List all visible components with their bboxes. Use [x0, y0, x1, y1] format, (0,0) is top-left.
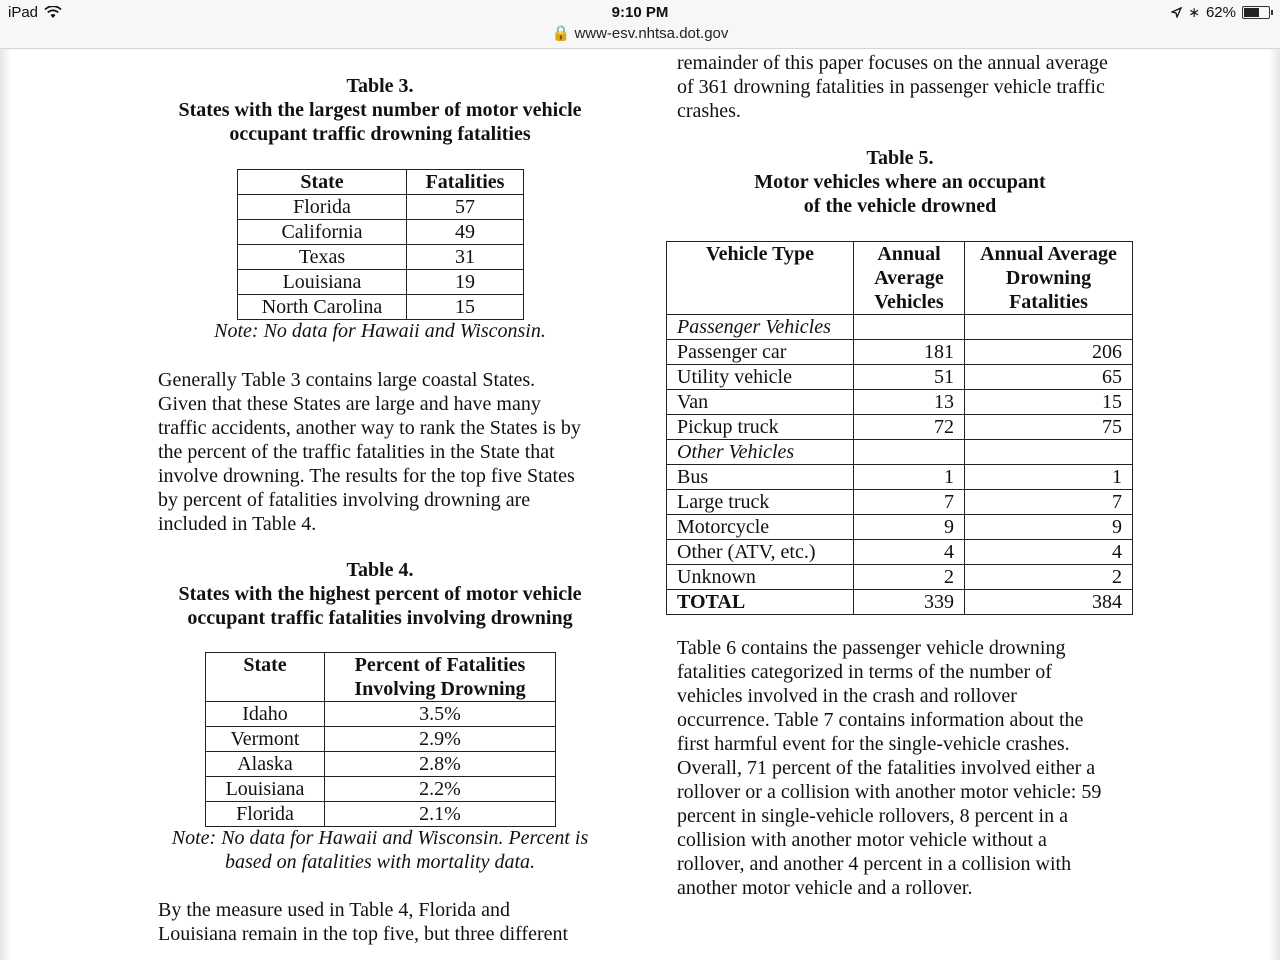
table4-value: 2.9% [325, 727, 556, 752]
vehicle-type: Large truck [667, 490, 854, 515]
table4-header-state: State [206, 653, 325, 702]
table-row [667, 340, 1133, 365]
page-shadow-left [0, 49, 12, 960]
empty-cell [965, 315, 1133, 340]
text-line: included in Table 4. [158, 513, 317, 535]
table4-value: 2.8% [325, 752, 556, 777]
vehicles-value: 9 [854, 515, 965, 540]
table3-value: 57 [407, 195, 524, 220]
table5-caption [670, 146, 1130, 218]
fatalities-value: 9 [965, 515, 1133, 540]
table4-header-row [206, 653, 556, 702]
address-bar[interactable] [0, 24, 1280, 42]
table-row [667, 465, 1133, 490]
table-row [667, 390, 1133, 415]
vehicles-value: 7 [854, 490, 965, 515]
table4-value: 2.2% [325, 777, 556, 802]
fatalities-value: 7 [965, 490, 1133, 515]
text-line: By the measure used in Table 4, Florida and [158, 899, 511, 921]
text-line: by percent of fatalities involving drowning are [158, 489, 531, 511]
bluetooth-icon: ∗ [1188, 4, 1200, 20]
vehicles-value: 51 [854, 365, 965, 390]
text-line: Given that these States are large and have many [158, 393, 541, 415]
vehicle-type: Bus [667, 465, 854, 490]
table4-note-line2: based on fatalities with mortality data. [225, 851, 535, 873]
text-line: rollover, and another 4 percent in a collision with [677, 853, 1072, 875]
vehicles-value: 2 [854, 565, 965, 590]
table3-state: California [238, 220, 407, 245]
table4-value: 2.1% [325, 802, 556, 827]
table4-state: Florida [206, 802, 325, 827]
total-label: TOTAL [667, 590, 854, 615]
table-row [206, 802, 556, 827]
vehicle-type: Passenger car [667, 340, 854, 365]
table-row [206, 727, 556, 752]
table-row [238, 245, 524, 270]
vehicle-type: Pickup truck [667, 415, 854, 440]
paragraph-table6-discussion [677, 636, 1147, 900]
vehicles-value: 181 [854, 340, 965, 365]
table3 [237, 169, 524, 320]
paragraph-intro [677, 51, 1147, 123]
text-line: Generally Table 3 contains large coastal States. [158, 369, 536, 391]
table4-state: Vermont [206, 727, 325, 752]
header-line: Vehicles [874, 291, 944, 313]
table3-caption [160, 74, 600, 146]
text-line: traffic accidents, another way to rank the States is by [158, 417, 581, 439]
vehicle-type: Utility vehicle [667, 365, 854, 390]
text-line: first harmful event for the single-vehicle crashes. [677, 733, 1070, 755]
table5-group-label: Passenger Vehicles [667, 315, 854, 340]
vehicle-type: Other (ATV, etc.) [667, 540, 854, 565]
empty-cell [854, 315, 965, 340]
table-row [667, 540, 1133, 565]
table4-value: 3.5% [325, 702, 556, 727]
table4-state: Louisiana [206, 777, 325, 802]
table3-header-row [238, 170, 524, 195]
table3-value: 19 [407, 270, 524, 295]
table3-value: 49 [407, 220, 524, 245]
vehicle-type: Van [667, 390, 854, 415]
table4-title-line1: States with the highest percent of motor vehicle [178, 583, 582, 605]
text-line: Louisiana remain in the top five, but three different [158, 923, 569, 945]
header-line: Average [874, 267, 944, 289]
table-row [238, 270, 524, 295]
table3-title-line1: States with the largest number of motor vehicle [178, 99, 582, 121]
table3-state: Texas [238, 245, 407, 270]
table3-note: Note: No data for Hawaii and Wisconsin. [214, 320, 546, 342]
table4-title-line2: occupant traffic fatalities involving drowning [187, 607, 573, 629]
table4-header-percent-line1: Percent of Fatalities [354, 654, 526, 676]
table-row [238, 295, 524, 320]
fatalities-value: 15 [965, 390, 1133, 415]
empty-cell [965, 440, 1133, 465]
total-fatalities: 384 [965, 590, 1133, 615]
empty-cell [854, 440, 965, 465]
paragraph-table3-discussion [158, 368, 608, 536]
device-label: iPad [8, 4, 39, 21]
battery-percent: 62% [1205, 4, 1236, 21]
vehicles-value: 13 [854, 390, 965, 415]
fatalities-value: 2 [965, 565, 1133, 590]
table5-number: Table 5. [866, 147, 934, 169]
table5 [666, 241, 1133, 615]
fatalities-value: 75 [965, 415, 1133, 440]
fatalities-value: 4 [965, 540, 1133, 565]
paragraph-table4-discussion [158, 898, 608, 946]
table3-title-line2: occupant traffic drowning fatalities [229, 123, 531, 145]
table3-value: 15 [407, 295, 524, 320]
text-line: rollover or a collision with another motor vehicle: 59 [677, 781, 1102, 803]
page-shadow-right [1268, 49, 1280, 960]
table-row [206, 702, 556, 727]
fatalities-value: 65 [965, 365, 1133, 390]
text-line: Table 6 contains the passenger vehicle drowning [677, 637, 1066, 659]
table4-note-line1: Note: No data for Hawaii and Wisconsin. Percent is [171, 827, 589, 849]
table-row [667, 365, 1133, 390]
battery-icon [1242, 6, 1270, 19]
table4-state: Alaska [206, 752, 325, 777]
location-arrow-icon [1171, 7, 1182, 18]
table-row [667, 490, 1133, 515]
total-vehicles: 339 [854, 590, 965, 615]
text-line: of 361 drowning fatalities in passenger vehicle traffic [677, 76, 1105, 98]
table-row [238, 220, 524, 245]
table5-title-line2: of the vehicle drowned [803, 195, 997, 217]
table5-header-type: Vehicle Type [667, 242, 854, 315]
table4-number: Table 4. [346, 559, 414, 581]
table5-header-vehicles [854, 242, 965, 315]
table4-header-percent-line2: Involving Drowning [354, 678, 526, 700]
table3-header-state: State [238, 170, 407, 195]
table4 [205, 652, 556, 827]
text-line: occurrence. Table 7 contains information about the [677, 709, 1084, 731]
table3-value: 31 [407, 245, 524, 270]
table3-header-fatalities: Fatalities [407, 170, 524, 195]
table4-caption [160, 558, 600, 630]
header-line: Drowning [1005, 267, 1092, 289]
table4-note [150, 826, 610, 874]
table-row [667, 565, 1133, 590]
table5-header-fatalities [965, 242, 1133, 315]
table3-state: Florida [238, 195, 407, 220]
status-right [1171, 4, 1270, 21]
table5-group-label: Other Vehicles [667, 440, 854, 465]
status-bar [0, 0, 1280, 49]
table-row [667, 415, 1133, 440]
table-row [238, 195, 524, 220]
text-line: collision with another motor vehicle without a [677, 829, 1047, 851]
text-line: crashes. [677, 100, 741, 122]
header-line: Annual [877, 243, 941, 265]
text-line: vehicles involved in the crash and rollover [677, 685, 1017, 707]
fatalities-value: 1 [965, 465, 1133, 490]
table5-group-row [667, 440, 1133, 465]
table5-header-row [667, 242, 1133, 315]
table3-number: Table 3. [346, 75, 414, 97]
fatalities-value: 206 [965, 340, 1133, 365]
header-line: Annual Average [980, 243, 1117, 265]
table4-header-percent [325, 653, 556, 702]
battery-fill [1244, 8, 1259, 17]
clock: 9:10 PM [611, 4, 669, 21]
lock-icon: 🔒 [551, 25, 571, 42]
text-line: the percent of the traffic fatalities in the State that [158, 441, 555, 463]
table-row [667, 515, 1133, 540]
table5-group-row [667, 315, 1133, 340]
text-line: fatalities categorized in terms of the number of [677, 661, 1052, 683]
table5-title-line1: Motor vehicles where an occupant [754, 171, 1046, 193]
text-line: remainder of this paper focuses on the annual average [677, 52, 1108, 74]
url-text: www-esv.nhtsa.dot.gov [574, 25, 729, 42]
table-row [206, 777, 556, 802]
text-line: another motor vehicle and a rollover. [677, 877, 973, 899]
vehicle-type: Motorcycle [667, 515, 854, 540]
table4-state: Idaho [206, 702, 325, 727]
vehicles-value: 4 [854, 540, 965, 565]
table3-state: Louisiana [238, 270, 407, 295]
text-line: involve drowning. The results for the top five States [158, 465, 575, 487]
table-row [206, 752, 556, 777]
text-line: percent in single-vehicle rollovers, 8 percent in a [677, 805, 1068, 827]
table3-state: North Carolina [238, 295, 407, 320]
vehicles-value: 72 [854, 415, 965, 440]
vehicle-type: Unknown [667, 565, 854, 590]
text-line: Overall, 71 percent of the fatalities involved either a [677, 757, 1096, 779]
table5-total-row [667, 590, 1133, 615]
header-line: Fatalities [1009, 291, 1088, 313]
vehicles-value: 1 [854, 465, 965, 490]
